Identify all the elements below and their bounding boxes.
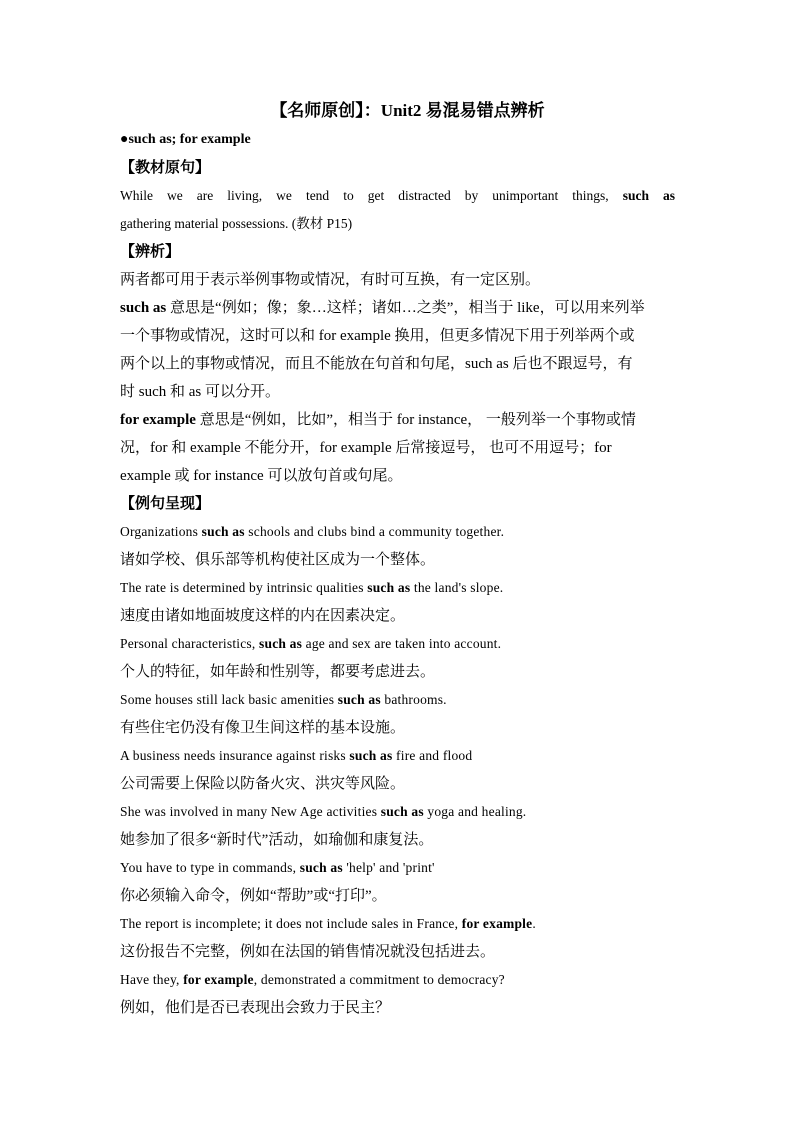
textbook-text: While we are living, we tend to get distracted by unimportant things,: [120, 188, 623, 203]
textbook-sentence-line-1: [120, 182, 675, 210]
example-english: Have they, for example, demonstrated a commitment to democracy?: [120, 972, 505, 987]
example-item: [120, 910, 675, 966]
heading-examples: 【例句呈现】: [120, 496, 211, 512]
example-item: [120, 686, 675, 742]
example-item: [120, 518, 675, 574]
example-english: The rate is determined by intrinsic qualities such as the land's slope.: [120, 580, 504, 595]
example-english: Some houses still lack basic amenities such as bathrooms.: [120, 692, 447, 707]
analysis-intro: 两者都可用于表示举例事物或情况，有时可互换，有一定区别。: [120, 272, 541, 288]
example-item: [120, 798, 675, 854]
example-english: She was involved in many New Age activities such as yoga and healing.: [120, 804, 527, 819]
such-as-explanation-text: 意思是“例如；像；象…这样；诸如…之类”，相当于 like，可以用来列举: [166, 300, 645, 316]
example-english: Personal characteristics, such as age and sex are taken into account.: [120, 636, 502, 651]
such-as-explanation-line-3: 两个以上的事物或情况，而且不能放在句首和句尾，such as 后也不跟逗号，有: [120, 356, 633, 372]
page-title: 【名师原创】：Unit2 易混易错点辨析: [270, 101, 545, 120]
such-as-explanation-line-2: 一个事物或情况，这时可以和 for example 换用，但更多情况下用于列举两个或: [120, 328, 635, 344]
heading-analysis: 【辨析】: [120, 244, 181, 260]
example-chinese: 你必须输入命令，例如“帮助”或“打印”。: [120, 888, 387, 904]
example-english: The report is incomplete; it does not include sales in France, for example.: [120, 916, 536, 931]
textbook-sentence-line-2: gathering material possessions. (教材 P15): [120, 216, 353, 231]
for-example-explanation-line-2: 况，for 和 example 不能分开，for example 后常接逗号， 也可不用逗号；for: [120, 440, 612, 456]
example-english: A business needs insurance against risks such as fire and flood: [120, 748, 473, 763]
topic-bullet: ●such as; for example: [120, 132, 251, 147]
keyword-such-as: such as: [622, 188, 675, 203]
example-chinese: 有些住宅仍没有像卫生间这样的基本设施。: [120, 720, 406, 736]
examples-list: [120, 518, 675, 1022]
for-example-explanation-line-3: example 或 for instance 可以放句首或句尾。: [120, 468, 403, 484]
example-chinese: 速度由诸如地面坡度这样的内在因素决定。: [120, 608, 406, 624]
example-item: [120, 854, 675, 910]
for-example-explanation-text: 意思是“例如，比如”，相当于 for instance， 一般列举一个事物或情: [195, 412, 636, 428]
such-as-explanation-line-1: [120, 294, 675, 322]
example-chinese: 这份报告不完整，例如在法国的销售情况就没包括进去。: [120, 944, 496, 960]
example-item: [120, 574, 675, 630]
example-item: [120, 966, 675, 1022]
example-chinese: 公司需要上保险以防备火灾、洪灾等风险。: [120, 776, 406, 792]
example-chinese: 她参加了很多“新时代”活动，如瑜伽和康复法。: [120, 832, 434, 848]
example-english: You have to type in commands, such as 'help' and 'print': [120, 860, 435, 875]
example-chinese: 诸如学校、俱乐部等机构使社区成为一个整体。: [120, 552, 436, 568]
heading-textbook-sentence: 【教材原句】: [120, 160, 211, 176]
example-chinese: 例如，他们是否已表现出会致力于民主？: [120, 1000, 391, 1016]
example-english: Organizations such as schools and clubs bind a community together.: [120, 524, 505, 539]
such-as-explanation-line-4: 时 such 和 as 可以分开。: [120, 384, 280, 400]
example-item: [120, 630, 675, 686]
term-such-as: such as: [120, 300, 167, 316]
for-example-explanation-line-1: [120, 406, 675, 434]
term-for-example: for example: [120, 412, 196, 428]
example-chinese: 个人的特征，如年龄和性别等，都要考虑进去。: [120, 664, 436, 680]
example-item: [120, 742, 675, 798]
document-page: [120, 96, 675, 1022]
